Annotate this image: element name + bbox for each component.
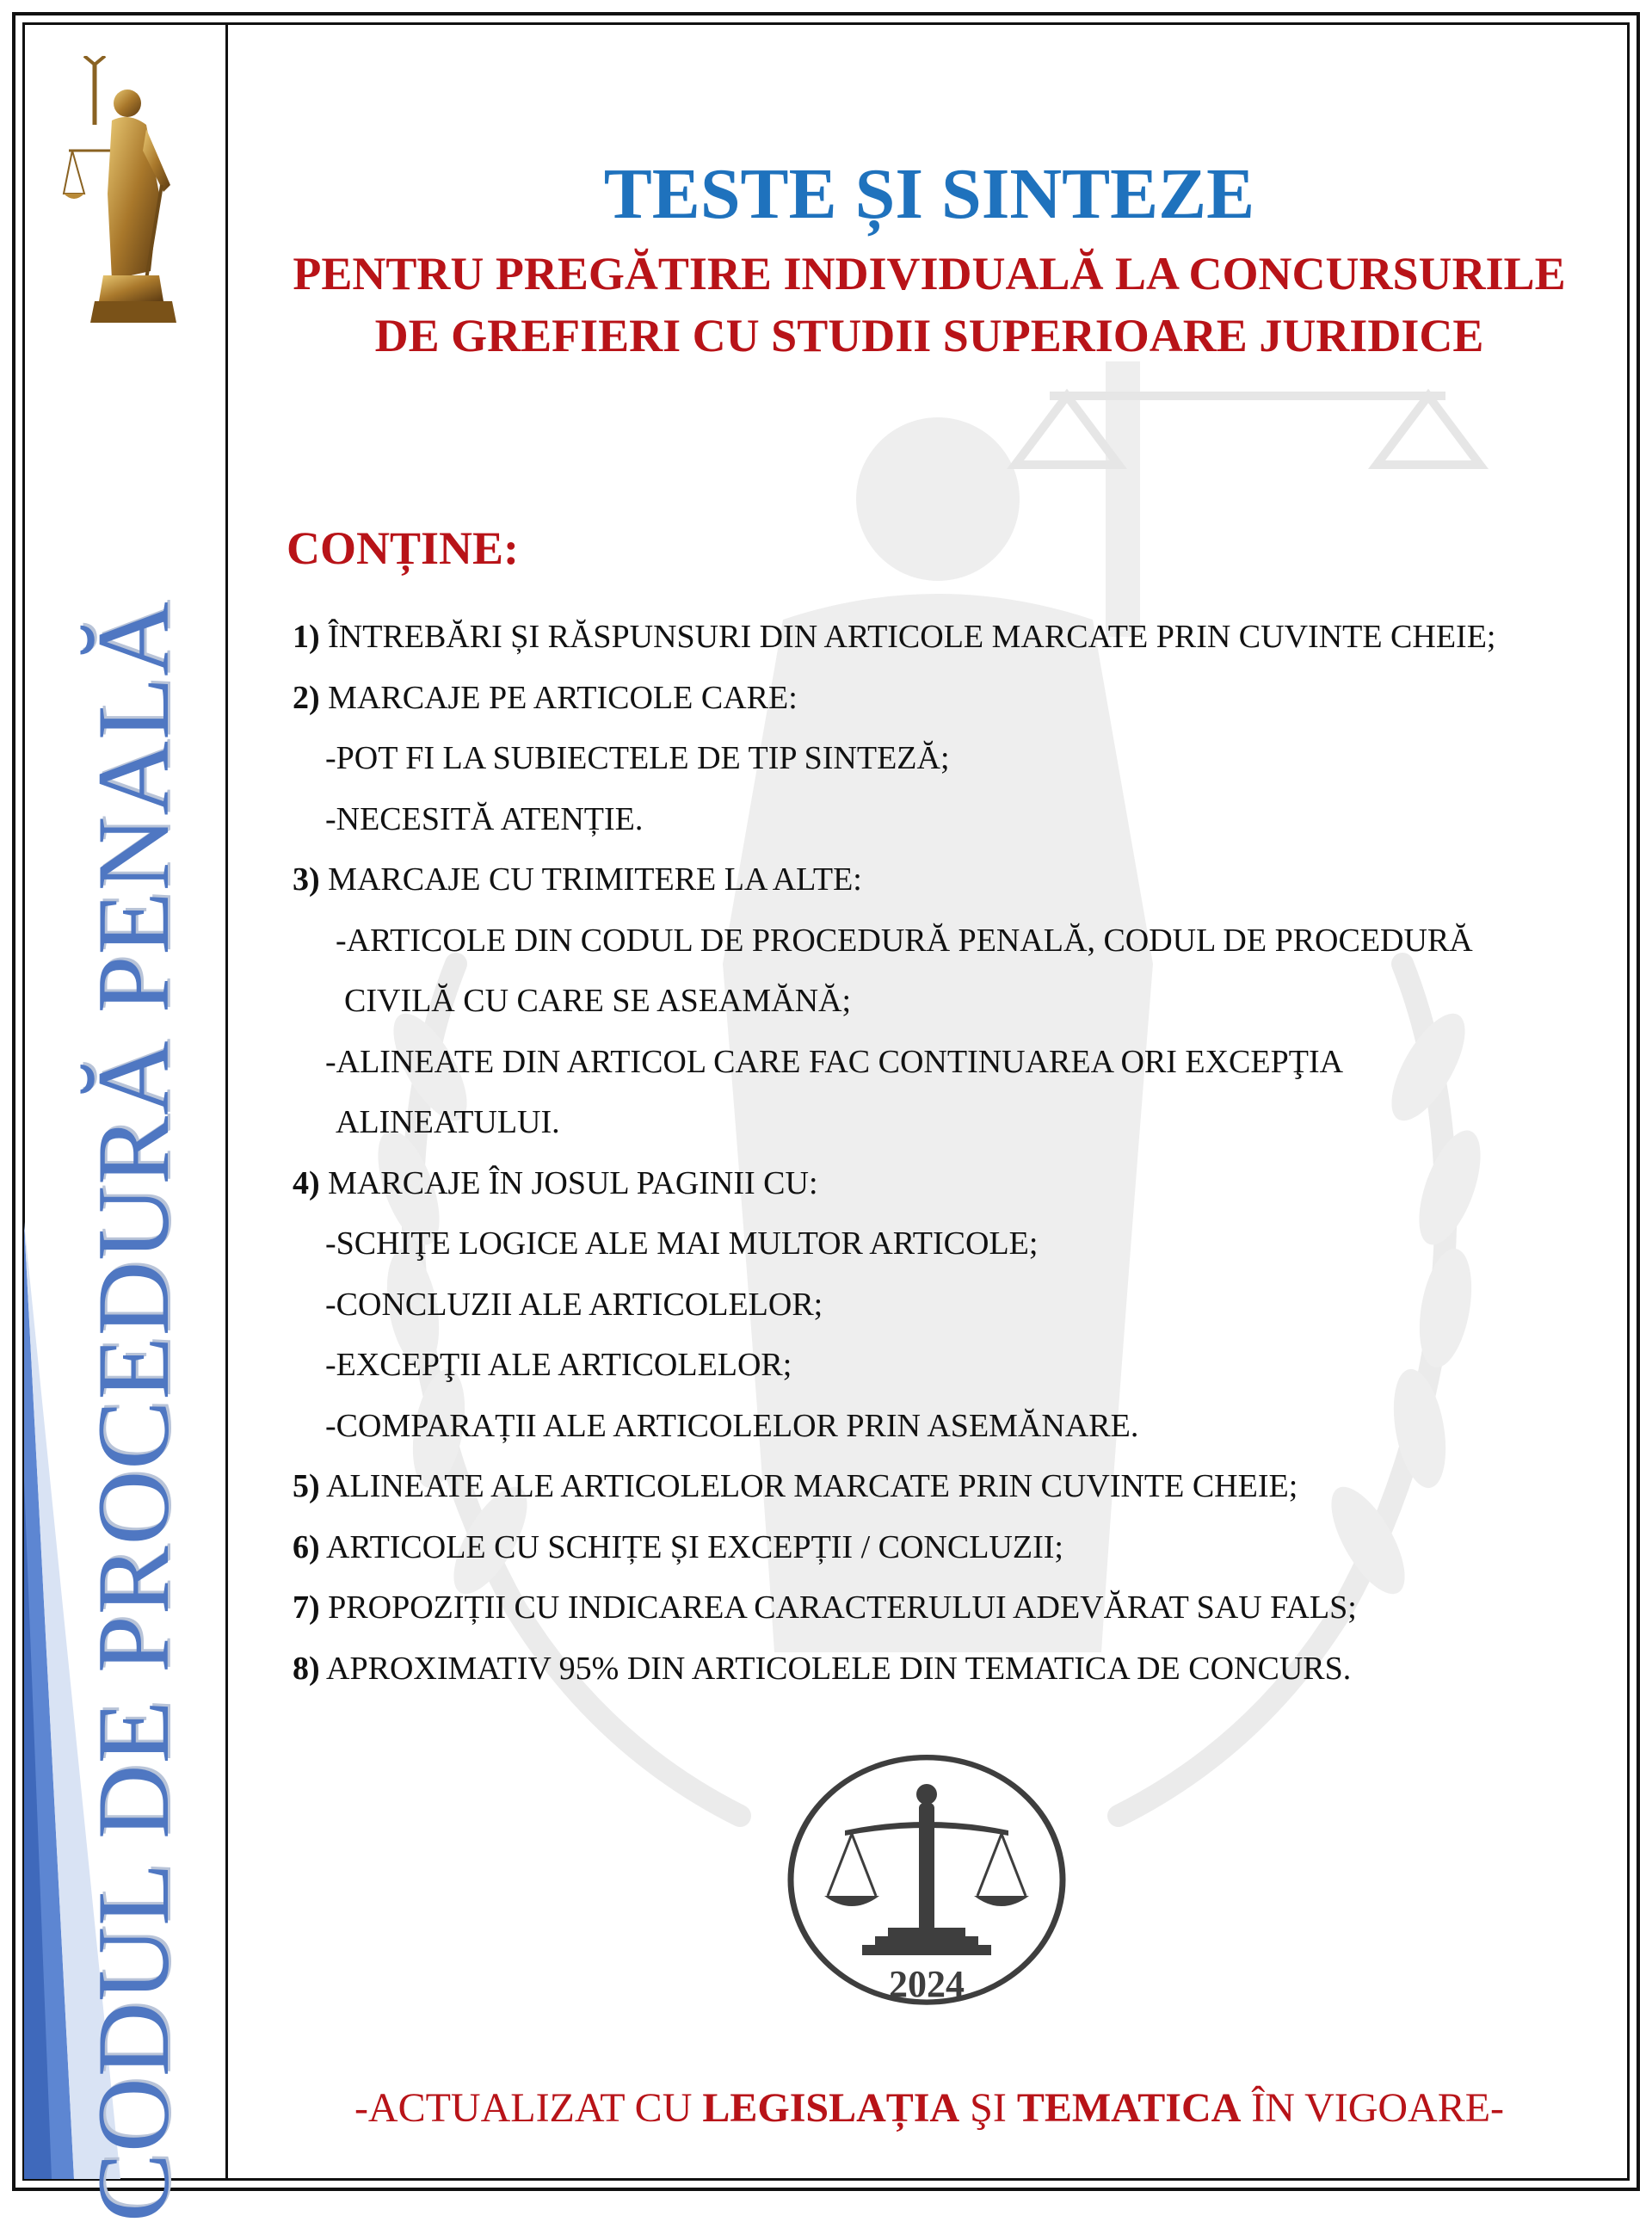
lady-justice-statue-icon xyxy=(60,56,189,340)
footer-part: ÎN VIGOARE- xyxy=(1241,2085,1505,2131)
emblem-year: 2024 xyxy=(889,1963,965,2005)
vertical-side-title: CODUL DE PROCEDURĂ PENALĂ xyxy=(76,601,190,2222)
item-number: 1) xyxy=(293,619,320,655)
scales-emblem-icon xyxy=(785,1751,1069,2009)
item-text: ÎNTREBĂRI ȘI RĂSPUNSURI DIN ARTICOLE MARCATE PRIN CUVINTE CHEIE; xyxy=(319,619,1496,655)
list-subitem: -EXCEPŢII ALE ARTICOLELOR; xyxy=(325,1347,792,1383)
footer-emphasis: LEGISLAȚIA xyxy=(702,2085,960,2131)
item-number: 4) xyxy=(293,1164,320,1201)
item-text: MARCAJE CU TRIMITERE LA ALTE: xyxy=(319,861,862,898)
list-subitem: -COMPARAȚII ALE ARTICOLELOR PRIN ASEMĂNARE. xyxy=(325,1407,1139,1444)
list-subitem: -SCHIŢE LOGICE ALE MAI MULTOR ARTICOLE; xyxy=(325,1225,1039,1262)
item-text: PROPOZIȚII CU INDICAREA CARACTERULUI ADEVĂRAT SAU FALS; xyxy=(319,1589,1357,1626)
list-item xyxy=(293,1639,1618,1700)
footer-emphasis: TEMATICA xyxy=(1016,2085,1242,2131)
list-subitem-continuation: CIVILĂ CU CARE SE ASEAMĂNĂ; xyxy=(344,983,852,1019)
item-text: APROXIMATIV 95% DIN ARTICOLELE DIN TEMATICA DE CONCURS. xyxy=(319,1650,1352,1687)
footer-part: ŞI xyxy=(959,2085,1017,2131)
list-item xyxy=(293,668,1618,729)
list-subitem-continuation: ALINEATULUI. xyxy=(336,1104,560,1140)
item-number: 8) xyxy=(293,1650,320,1687)
item-text: MARCAJE PE ARTICOLE CARE: xyxy=(319,679,798,716)
list-item xyxy=(293,607,1618,668)
list-item xyxy=(293,1456,1618,1517)
contents-list xyxy=(293,607,1618,1699)
subtitle xyxy=(228,243,1630,367)
watermark-scale-pan-right xyxy=(1377,396,1480,465)
page-title: TESTE ȘI SINTEZE xyxy=(603,154,1255,234)
footer-part: -ACTUALIZAT CU xyxy=(354,2085,703,2131)
watermark-raised-arm xyxy=(1106,361,1140,637)
list-item xyxy=(293,1517,1618,1578)
list-subitem: -CONCLUZII ALE ARTICOLELOR; xyxy=(325,1286,823,1323)
watermark-scale-pan-left xyxy=(1015,396,1119,465)
contents-heading: CONȚINE: xyxy=(287,522,520,574)
list-subitem: -NECESITĂ ATENȚIE. xyxy=(325,800,644,837)
list-item xyxy=(293,849,1618,910)
item-text: MARCAJE ÎN JOSUL PAGINII CU: xyxy=(319,1164,818,1201)
item-number: 6) xyxy=(293,1528,320,1565)
item-number: 5) xyxy=(293,1468,320,1504)
item-text: ARTICOLE CU SCHIȚE ȘI EXCEPȚII / CONCLUZII; xyxy=(319,1528,1063,1565)
list-subitem: -POT FI LA SUBIECTELE DE TIP SINTEZĂ; xyxy=(325,740,950,776)
subtitle-line-1: PENTRU PREGĂTIRE INDIVIDUALĂ LA CONCURSURILE xyxy=(293,248,1566,299)
list-item xyxy=(293,1577,1618,1639)
item-number: 3) xyxy=(293,861,320,898)
watermark-head xyxy=(856,417,1020,581)
list-item xyxy=(293,1153,1618,1214)
list-subitem: -ARTICOLE DIN CODUL DE PROCEDURĂ PENALĂ, CODUL DE PROCEDURĂ xyxy=(336,922,1473,959)
item-number: 2) xyxy=(293,679,320,716)
list-subitem: -ALINEATE DIN ARTICOL CARE FAC CONTINUAREA ORI EXCEPŢIA xyxy=(325,1043,1344,1080)
subtitle-line-2: DE GREFIERI CU STUDII SUPERIOARE JURIDICE xyxy=(374,310,1484,361)
item-number: 7) xyxy=(293,1589,320,1626)
item-text: ALINEATE ALE ARTICOLELOR MARCATE PRIN CUVINTE CHEIE; xyxy=(319,1468,1298,1504)
footer-note xyxy=(228,2084,1630,2132)
